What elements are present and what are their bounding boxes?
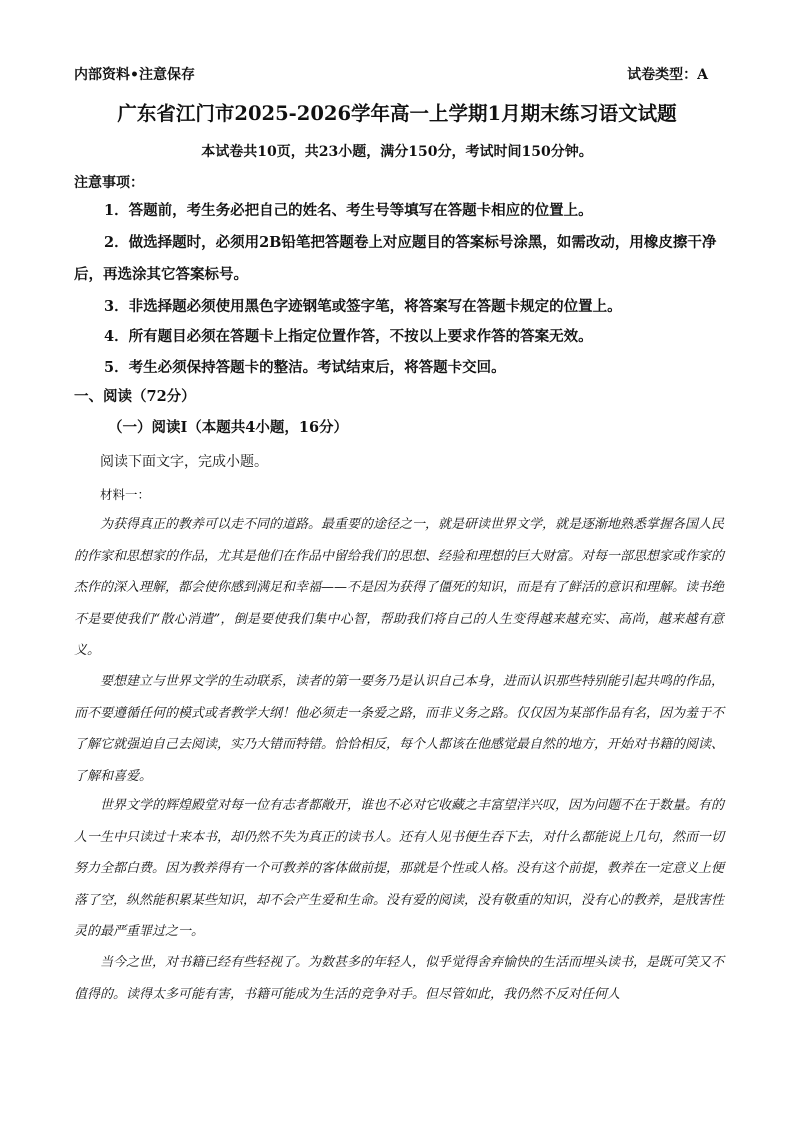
confidential-note: 内部资料•注意保存 [74, 67, 195, 83]
passage-paragraph: 当今之世，对书籍已经有些轻视了。为数甚多的年轻人，似乎觉得舍弃愉快的生活而埋头读书，是既可笑又不值得的。读得太多可能有害，书籍可能成为生活的竞争对手。但尽管如此，我仍然不反对任何人 [74, 955, 725, 1002]
exam-subtitle: 本试卷共10页，共23小题，满分150分，考试时间150分钟。 [201, 144, 593, 160]
notice-item: 1．答题前，考生务必把自己的姓名、考生号等填写在答题卡相应的位置上。 [104, 202, 593, 219]
passage-paragraph: 为获得真正的教养可以走不同的道路。最重要的途径之一，就是研读世界文学，就是逐渐地熟悉掌握各国人民的作家和思想家的作品，尤其是他们在作品中留给我们的思想、经验和理想的巨大财富。对每一部思想家或作家的杰作的深入理解，都会使你感到满足和幸福——不是因为获得了僵死的知识，而是有了鲜活的意识和理解。读书绝不是要使我们“散心消遣”，倒是要使我们集中心智，帮助我们将自己的人生变得越来越充实、高尚，越来越有意义。 [74, 517, 725, 658]
subsection-heading: （一）阅读Ⅰ（本题共4小题，16分） [108, 419, 349, 436]
passage-paragraph: 世界文学的辉煌殿堂对每一位有志者都敞开，谁也不必对它收藏之丰富望洋兴叹，因为问题不在于数量。有的人一生中只读过十来本书，却仍然不失为真正的读书人。还有人见书便生吞下去，对什么都能说上几句，然而一切努力全都白费。因为教养得有一个可教养的客体做前提，那就是个性或人格。没有这个前提，教养在一定意义上便落了空，纵然能积累某些知识，却不会产生爱和生命。没有爱的阅读，没有敬重的知识，没有心的教养，是戕害性灵的最严重罪过之一。 [74, 798, 725, 939]
exam-title: 广东省江门市2025-2026学年高一上学期1月期末练习语文试题 [117, 102, 677, 125]
notice-item: 3．非选择题必须使用黑色字迹钢笔或签字笔，将答案写在答题卡规定的位置上。 [104, 298, 622, 315]
material-label: 材料一： [100, 487, 151, 502]
notice-heading: 注意事项： [74, 175, 144, 191]
notice-item: 2．做选择题时，必须用2B铅笔把答题卷上对应题目的答案标号涂黑，如需改动，用橡皮擦干净后，再选涂其它答案标号。 [74, 234, 717, 283]
notice-item: 4．所有题目必须在答题卡上指定位置作答，不按以上要求作答的答案无效。 [104, 328, 593, 345]
notice-item: 5．考生必须保持答题卡的整洁。考试结束后，将答题卡交回。 [104, 359, 506, 376]
section-heading: 一、阅读（72分） [74, 388, 196, 405]
paper-type: 试卷类型：A [627, 67, 708, 83]
reading-instruction: 阅读下面文字，完成小题。 [100, 454, 268, 470]
passage-paragraph: 要想建立与世界文学的生动联系，读者的第一要务乃是认识自己本身，进而认识那些特别能引起共鸣的作品，而不要遵循任何的模式或者教学大纲！他必须走一条爱之路，而非义务之路。仅仅因为某部作品有名，因为羞于不了解它就强迫自己去阅读，实乃大错而特错。恰恰相反，每个人都该在他感觉最自然的地方，开始对书籍的阅读、了解和喜爱。 [74, 674, 725, 784]
